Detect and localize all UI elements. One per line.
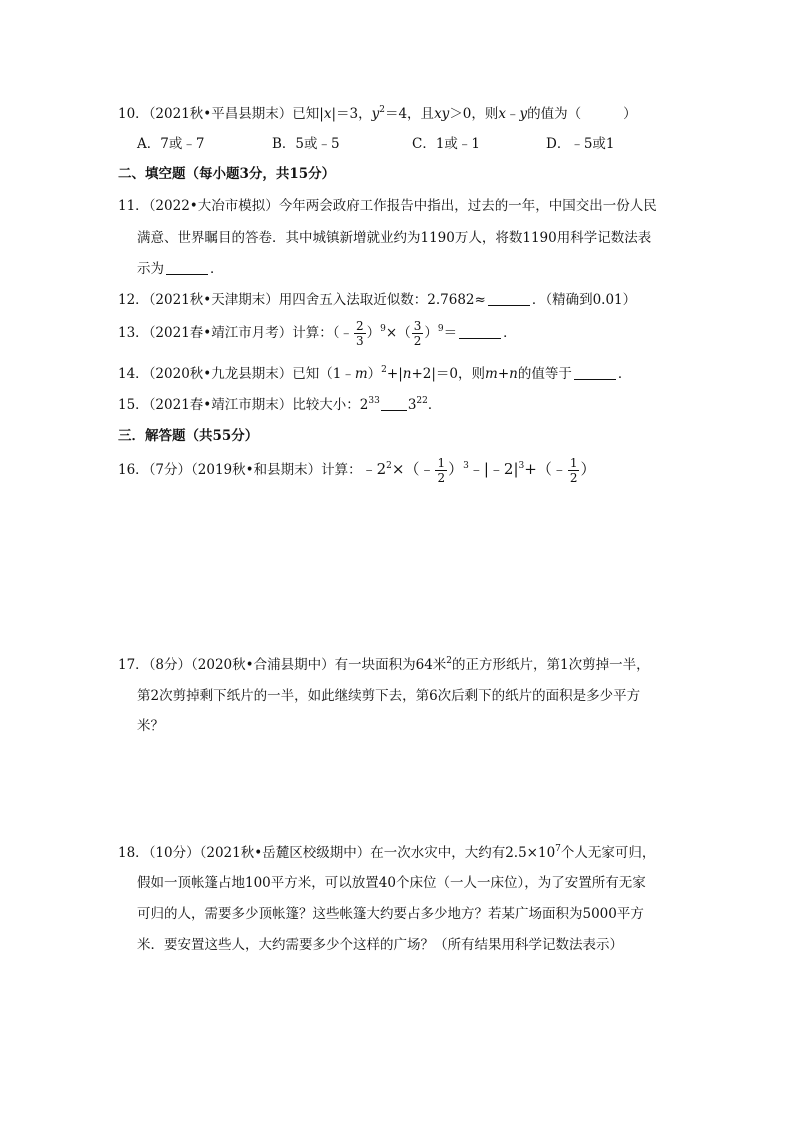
q10-stem: ＞0，则 (449, 106, 499, 122)
plus-sign: + (497, 366, 510, 382)
question-text: 有一块面积为64米 (334, 657, 447, 673)
question-18-line2: 假如一顶帐篷占地100平方米，可以放置40个床位（一人一床位），为了安置所有无家 (137, 875, 646, 891)
question-number: 18． (118, 845, 149, 861)
question-text: ． (427, 397, 442, 413)
question-number: 15． (118, 397, 149, 413)
fraction-numerator: 2 (356, 319, 364, 333)
answer-blank[interactable] (166, 260, 208, 275)
q10-stem: ＝4，且 (384, 106, 435, 122)
var-m: m (354, 366, 368, 382)
question-12 (118, 290, 636, 310)
exponent: 7 (555, 843, 561, 854)
math-text: ＝ (443, 325, 458, 341)
fraction (354, 319, 366, 348)
option-a: A．7或﹣7 (137, 136, 205, 152)
question-11 (118, 196, 657, 216)
question-11-line3 (137, 259, 224, 279)
question-text: +2|＝0，则 (411, 366, 486, 382)
question-text: 已知（1﹣ (292, 366, 355, 382)
question-source: （2021秋•岳麓区校级期中） (199, 845, 371, 861)
question-text: ． (210, 261, 224, 277)
question-text: 计算： (321, 462, 362, 478)
fraction (568, 456, 580, 485)
question-18-line3: 可归的人，需要多少顶帐篷？这些帐篷大约要占多少地方？若某广场面积为5000平方 (137, 906, 644, 922)
fraction-denominator: 3 (356, 334, 364, 348)
question-source: （2021秋•平昌县期末） (148, 106, 293, 122)
exponent: 2 (446, 655, 453, 666)
math-text: ） (448, 460, 464, 478)
math-text: ﹣2 (361, 460, 387, 478)
question-number: 13． (118, 325, 149, 341)
math-text: ×（ (385, 325, 411, 341)
fraction-numerator: 1 (437, 456, 446, 470)
question-text: 在一次水灾中，大约有2.5×10 (370, 845, 556, 861)
fraction-denominator: 2 (413, 334, 422, 348)
question-number: 16． (118, 462, 149, 478)
math-text: 3 (407, 397, 417, 413)
var-x: x (498, 106, 507, 122)
math-text: ） (580, 460, 596, 478)
question-text: 示为 (137, 261, 164, 277)
question-source: （2020秋•合浦县期中） (191, 657, 335, 673)
var-n: n (509, 366, 518, 382)
exponent: 2 (379, 104, 385, 115)
exponent: 9 (380, 323, 386, 334)
var-n: n (402, 366, 412, 382)
q10-stem: ） (623, 106, 637, 122)
question-10 (118, 104, 637, 124)
var-m: m (485, 366, 498, 382)
question-13 (118, 316, 517, 350)
option-b: B．5或﹣5 (272, 136, 340, 152)
exponent: 9 (437, 323, 444, 334)
fraction (435, 456, 447, 485)
math-text: ） (424, 325, 438, 341)
question-score: （8分） (148, 657, 192, 673)
question-17-line2: 第2次剪掉剩下纸片的一半，如此继续剪下去，第6次后剩下的纸片的面积是多少平方 (137, 688, 641, 704)
exponent: 2 (381, 364, 387, 375)
answer-blank[interactable] (574, 365, 616, 380)
exponent: 2 (386, 460, 392, 471)
question-text: 用四舍五入法取近似数：2.7682≈ (278, 292, 486, 308)
question-text: ．（精确到0.01） (531, 292, 637, 308)
q10-stem: |＝3， (331, 106, 372, 122)
question-17-line3: 米？ (137, 718, 164, 734)
math-text: +（﹣ (524, 460, 567, 478)
answer-blank[interactable] (381, 396, 407, 411)
math-text: +| (386, 366, 403, 382)
question-number: 12． (118, 292, 149, 308)
question-score: （7分） (148, 462, 192, 478)
fraction-denominator: 2 (437, 471, 446, 485)
fraction-denominator: 2 (569, 471, 578, 485)
math-text: ﹣|﹣2| (468, 460, 519, 478)
question-18-line4: 米．要安置这些人，大约需要多少个这样的广场？（所有结果用科学记数法表示） (137, 937, 623, 953)
fraction-numerator: 1 (569, 456, 578, 470)
question-text: 的正方形纸片，第1次剪掉一半， (452, 657, 650, 673)
question-16 (118, 452, 595, 487)
math-text: ×（﹣ (391, 460, 435, 478)
math-text: ） (367, 366, 382, 382)
math-text: ） (366, 325, 381, 341)
question-text: 计算：（﹣ (292, 325, 354, 341)
option-d: D．﹣5或1 (546, 136, 615, 152)
option-c: C．1或﹣1 (412, 136, 481, 152)
fraction (412, 319, 424, 348)
question-text: 今年两会政府工作报告中指出，过去的一年，中国交出一份人民 (278, 198, 657, 214)
question-17 (118, 655, 650, 675)
var-x: x (323, 106, 332, 122)
question-18 (118, 843, 655, 863)
question-source: （2022•大冶市模拟） (148, 198, 279, 214)
question-source: （2021春•靖江市月考） (148, 325, 293, 341)
fraction-numerator: 3 (413, 319, 422, 333)
question-text: ． (617, 366, 632, 382)
q10-stem: 已知| (292, 106, 324, 122)
question-score: （10分） (148, 845, 200, 861)
exponent: 33 (368, 395, 380, 406)
var-y: y (371, 106, 380, 122)
var-xy: xy (434, 106, 450, 122)
question-source: （2021秋•天津期末） (148, 292, 279, 308)
question-source: （2021春•靖江市期末） (148, 397, 293, 413)
question-number: 14． (118, 366, 149, 382)
exponent: 3 (518, 460, 525, 471)
question-number: 10． (118, 106, 149, 122)
question-number: 11． (118, 198, 149, 214)
answer-blank[interactable] (488, 291, 530, 306)
q10-stem: 的值为（ (527, 106, 582, 122)
question-text: 个人无家可归， (560, 845, 656, 861)
question-text: 比较大小：2 (292, 397, 369, 413)
exponent: 22 (416, 395, 428, 406)
question-source: （2019秋•和县期末） (191, 462, 322, 478)
section-heading-fill-blank: 二、填空题（每小题3分，共15分） (118, 166, 336, 182)
section-heading-solutions: 三．解答题（共55分） (118, 428, 259, 444)
question-15 (118, 395, 441, 415)
question-text: 的值等于 (517, 366, 572, 382)
minus-sign: ﹣ (506, 106, 520, 122)
answer-blank[interactable] (459, 324, 501, 339)
question-14 (118, 364, 631, 384)
var-y: y (519, 106, 528, 122)
question-11-line2: 满意、世界瞩目的答卷．其中城镇新增就业约为1190万人，将数1190用科学记数法表 (137, 230, 652, 246)
question-text: ． (503, 325, 517, 341)
exponent: 3 (463, 460, 469, 471)
question-source: （2020秋•九龙县期末） (148, 366, 293, 382)
question-number: 17． (118, 657, 149, 673)
